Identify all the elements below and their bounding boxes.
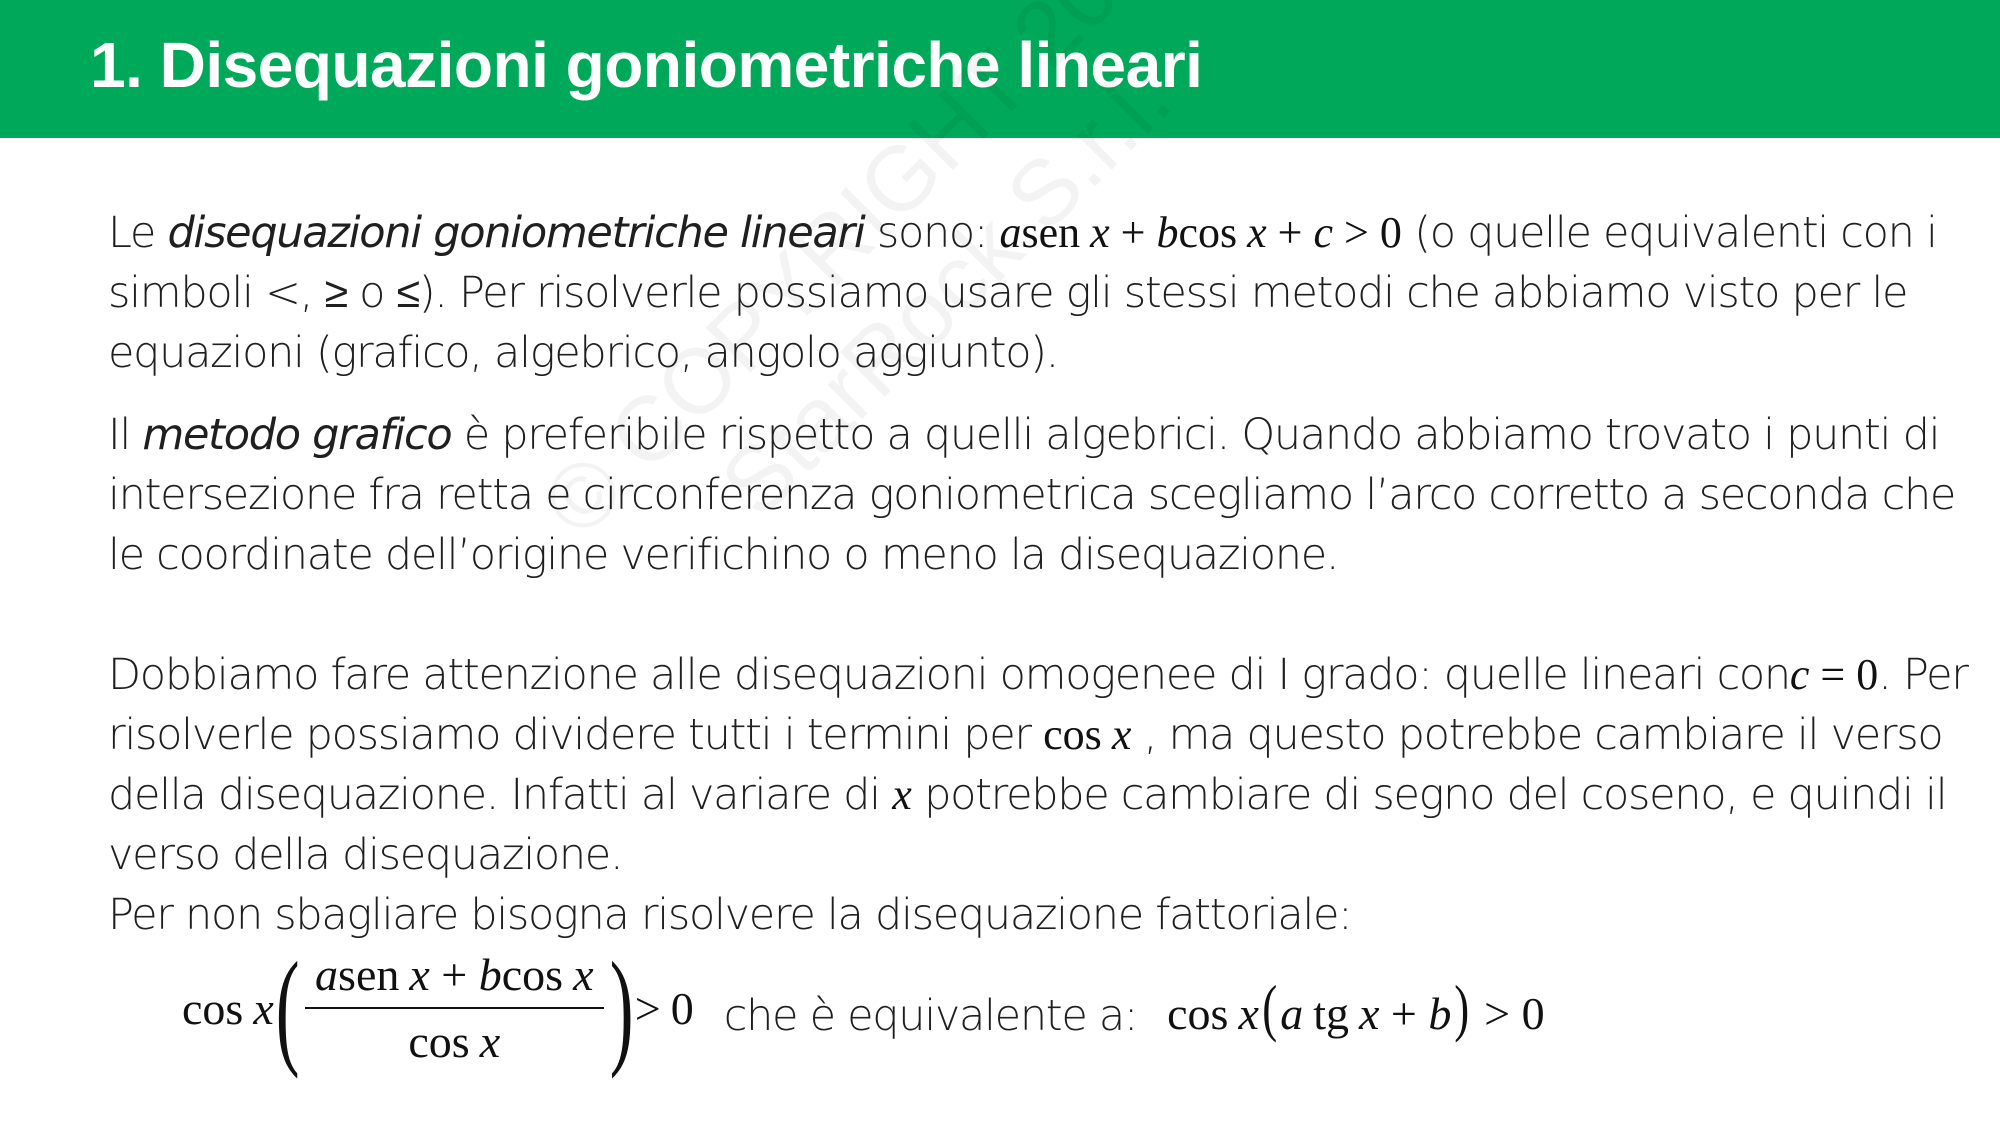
paragraph-definition — [108, 203, 1968, 383]
math-var-x: x — [409, 949, 430, 1000]
inline-formula-general — [999, 208, 1401, 257]
math-op-plus: + — [441, 949, 468, 1000]
right-paren: ) — [609, 936, 634, 1080]
fraction — [305, 948, 603, 1068]
text-segment: potrebbe cambiare di segno del coseno, e quindi il verso della disequazione. — [108, 770, 1947, 880]
math-fn-cos: cos — [1167, 988, 1229, 1039]
math-var-b: b — [1156, 208, 1179, 257]
math-num-zero: 0 — [1521, 988, 1545, 1039]
text-segment: . Per risolverle possiamo dividere tutti i termini per — [108, 650, 1968, 760]
math-var-x: x — [479, 1016, 501, 1067]
italic-term: metodo grafico — [142, 410, 452, 460]
main-content — [108, 203, 1968, 945]
math-op-gt: > — [1484, 988, 1511, 1039]
page-title: 1. Disequazioni goniometriche lineari — [90, 29, 1203, 101]
inline-formula-cos-x — [1043, 710, 1131, 759]
math-op-plus: + — [1120, 208, 1146, 257]
text-segment: sono: — [864, 208, 1000, 258]
fraction-numerator — [305, 948, 603, 1009]
math-op-gt: > — [1344, 208, 1369, 257]
math-fn-sen: sen — [1021, 208, 1081, 257]
math-var-c: c — [1789, 650, 1810, 699]
math-var-x: x — [1238, 988, 1259, 1039]
left-paren: ( — [275, 936, 300, 1080]
text-segment: Per non sbagliare bisogna risolvere la disequazione fattoriale: — [108, 890, 1352, 940]
left-paren: ( — [1262, 972, 1277, 1043]
text-segment: Dobbiamo fare attenzione alle disequazioni omogenee di I grado: quelle lineari con — [108, 650, 1790, 700]
math-fn-sen: sen — [338, 949, 400, 1000]
math-op-plus: + — [1277, 208, 1303, 257]
text-segment: (o quelle equivalenti con i simboli <, ≥ o ≤). Per risolverle possiamo usare gli stessi metodi che abbiamo visto per le equazioni (grafico, algebrico, angolo aggiunto). — [108, 208, 1937, 378]
math-var-c: c — [1313, 208, 1334, 257]
math-var-x: x — [1090, 208, 1110, 257]
math-op-plus: + — [1390, 988, 1417, 1039]
math-fn-cos: cos — [182, 982, 244, 1034]
paragraph-graphic-method — [108, 405, 1968, 585]
text-segment: è preferibile rispetto a quelli algebrici. Quando abbiamo trovato i punti di intersezione fra retta e circonferenza goniometrica scegliamo l’arco corretto a seconda che le coordinate dell’origine verifichino o meno la disequazione. — [108, 410, 1956, 580]
right-paren: ) — [1454, 972, 1470, 1043]
math-var-b: b — [1428, 988, 1452, 1039]
math-var-a: a — [315, 949, 339, 1000]
math-op-gt: > — [634, 982, 661, 1034]
italic-term: disequazioni goniometriche lineari — [167, 208, 865, 258]
math-fn-cos: cos — [1178, 208, 1238, 257]
math-var-a: a — [1280, 988, 1304, 1039]
math-num-zero: 0 — [1379, 208, 1402, 257]
text-segment: , ma questo potrebbe cambiare il verso della disequazione. Infatti al variare di — [108, 710, 1943, 820]
math-var-a: a — [999, 208, 1022, 257]
inline-formula-c-zero — [1790, 650, 1878, 699]
math-fn-cos: cos — [1043, 710, 1102, 759]
math-var-x: x — [1247, 208, 1267, 257]
equivalent-label: che è equivalente a: — [723, 991, 1138, 1041]
math-fn-cos: cos — [501, 949, 564, 1000]
text-segment: Le — [108, 208, 168, 258]
math-var-x: x — [1111, 710, 1132, 759]
math-var-x: x — [253, 982, 274, 1034]
math-num-zero: 0 — [670, 982, 694, 1034]
factorial-inequality-formula — [182, 936, 1545, 1080]
math-var-x: x — [573, 949, 594, 1000]
math-var-b: b — [478, 949, 502, 1000]
math-num-zero: 0 — [1856, 650, 1879, 699]
inline-math-x: x — [892, 770, 912, 819]
fraction-denominator — [408, 1009, 500, 1068]
math-fn-cos: cos — [408, 1016, 470, 1067]
math-op-eq: = — [1820, 650, 1846, 699]
text-segment: Il — [108, 410, 143, 460]
paragraph-homogeneous — [108, 645, 1968, 945]
equivalent-formula — [1167, 971, 1544, 1045]
math-var-x: x — [1358, 988, 1380, 1039]
math-fn-tg: tg — [1313, 988, 1349, 1039]
